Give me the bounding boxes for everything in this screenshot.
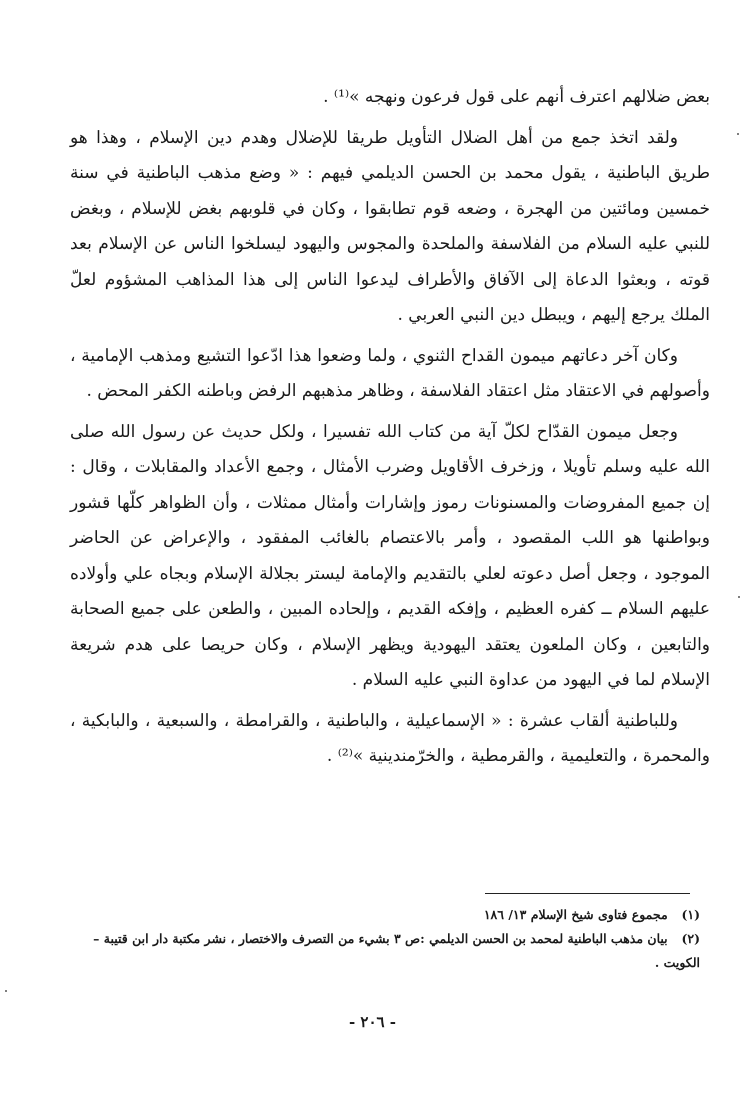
paragraph-batiniyya-titles: وللباطنية ألقاب عشرة : « الإسماعيلية ، والباطنية ، والقرامطة ، والسبعية ، والبابكية ، والمحمرة ، والتعليمية ، والقرمطية ، والخرّمندينية »⁽²⁾ . [70, 710, 710, 766]
scan-speck [738, 596, 740, 598]
page-number: - ٢٠٦ - [348, 1013, 397, 1031]
footnote-number: (١) [681, 907, 700, 922]
paragraph-maymun-qaddah: وجعل ميمون القدّاح لكلّ آية من كتاب الله تفسيرا ، ولكل حديث عن رسول الله صلى الله عليه وسلم تأويلا ، وزخرف الأقاويل وضرب الأمثال ، وجمع الأعداد والمقابلات ، وقال : إن جميع المفروضات والمسنونات رموز وإشارات وأمثال ممثلات ، وأن الظواهر كلّها قشور وبواطنها هو اللب المقصود ، وأمر بالاعتصام بالغائب المفقود ، والإعراض عن الحاضر الموجود ، وجعل أصل دعوته لعلي بالتقديم والإمامة ليستر بجلالة الإسلام وبجاه علي وأولاده عليهم السلام ــ كفره العظيم ، وإفكه القديم ، وإلحاده المبين ، والطعن على جميع الصحابة والتابعين ، وكان الملعون يعتقد اليهودية ويظهر الإسلام ، وكان حريصا على هدم شريعة الإسلام لما في اليهود من عداوة النبي عليه السلام . [70, 421, 710, 690]
scan-speck [737, 133, 739, 135]
footnote-divider [485, 893, 690, 894]
footnote-text: مجموع فتاوى شيخ الإسلام ١٣/ ١٨٦ [483, 907, 668, 922]
paragraph-last-preacher: وكان آخر دعاتهم ميمون القداح الثنوي ، ولما وضعوا هذا ادّعوا التشيع ومذهب الإمامية ، وأصولهم في الاعتقاد مثل اعتقاد الفلاسفة ، وظاهر مذهبهم الرفض وباطنه الكفر المحض . [70, 345, 710, 401]
scan-speck [5, 990, 7, 992]
main-text [70, 80, 710, 775]
footnote-1 [70, 903, 700, 927]
paragraph-continuation: بعض ضلالهم اعترف أنهم على قول فرعون ونهجه »⁽¹⁾ . [323, 87, 710, 107]
footnote-text: بيان مذهب الباطنية لمحمد بن الحسن الديلمي :ص ٣ بشيء من التصرف والاختصار ، نشر مكتبة دار ابن قتيبة – الكويت . [93, 931, 700, 970]
footnote-number: (٢) [681, 931, 700, 946]
footnotes [70, 903, 700, 975]
footnote-2 [70, 927, 700, 975]
paragraph-batiniyya-origin: ولقد اتخذ جمع من أهل الضلال التأويل طريقا للإضلال وهدم دين الإسلام ، وهذا هو طريق الباطنية ، يقول محمد بن الحسن الديلمي فيهم : « وضع مذهب الباطنية في سنة خمسين ومائتين من الهجرة ، وضعه قوم تطابقوا ، وكان في قلوبهم بغض للإسلام ، وبغض للنبي عليه السلام من الفلاسفة والملحدة والمجوس واليهود ليسلخوا الناس عن الإسلام بعد قوته ، وبعثوا الدعاة إلى الآفاق والأطراف ليدعوا الناس إلى هذا المذاهب المشؤوم لعلّ الملك يرجع إليهم ، ويبطل دين النبي العربي . [70, 127, 710, 325]
